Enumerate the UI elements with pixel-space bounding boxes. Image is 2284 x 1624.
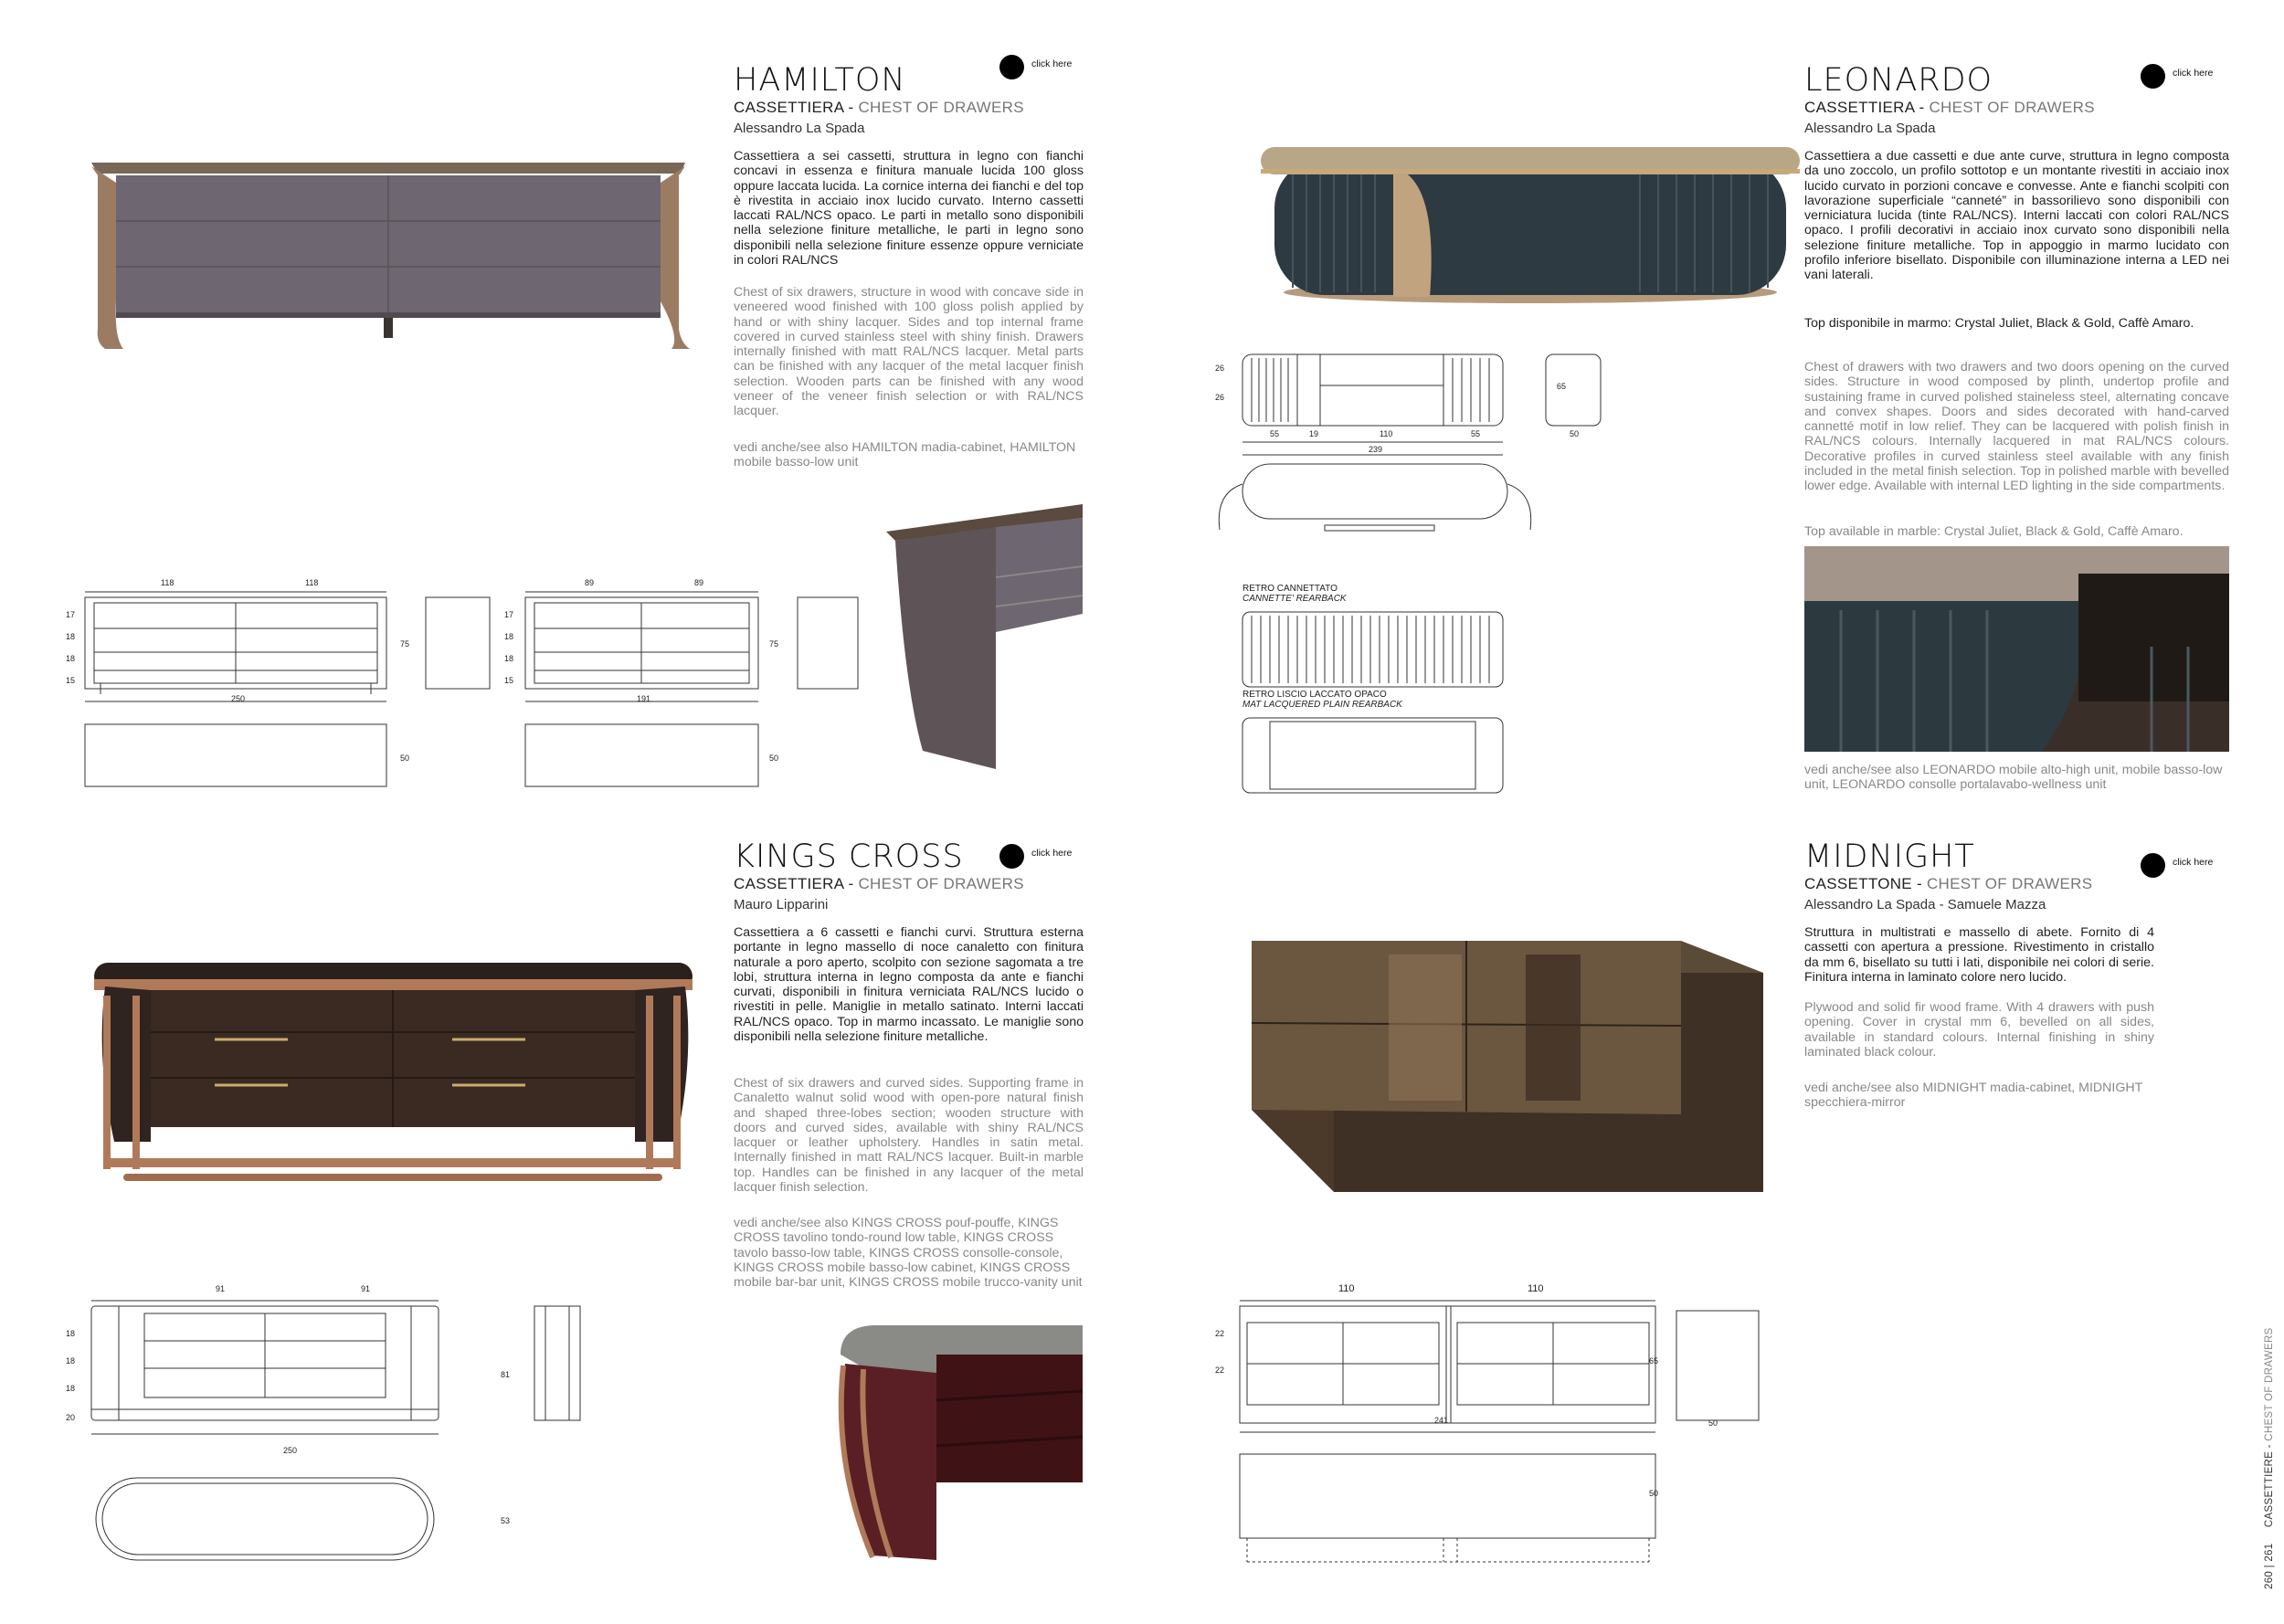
kings-cross-photo xyxy=(87,959,699,1187)
kings-cross-title: KINGS CROSS xyxy=(734,838,964,875)
dim-label: 15 xyxy=(504,676,514,685)
dim-label: 75 xyxy=(400,639,410,649)
leonardo-click-here-link[interactable]: click here xyxy=(2141,64,2213,89)
kings-cross-drawings xyxy=(64,1295,539,1569)
dim-label: 55 xyxy=(1270,429,1280,438)
dim-label: 89 xyxy=(585,578,595,587)
dim-label: 15 xyxy=(66,676,76,685)
dim-label: 17 xyxy=(504,610,514,619)
dim-label: 18 xyxy=(504,654,514,663)
dim-label: 75 xyxy=(769,639,779,649)
dim-label: 26 xyxy=(1215,393,1225,402)
dim-label: 50 xyxy=(1708,1418,1718,1428)
click-dot-icon xyxy=(999,844,1024,869)
midnight-photo xyxy=(1252,936,1768,1197)
dim-label: 19 xyxy=(1309,429,1319,438)
midnight-description-it: Struttura in multistrati e massello di abete. Fornito di 4 cassetti con apertura a pressione. Rivestimento in cristallo da mm 6, bisellato su tutti i lati, disponibile nei colori di serie. Finitura interna in laminato colore nero lucido. xyxy=(1804,925,2154,985)
midnight-title: MIDNIGHT xyxy=(1804,838,1975,875)
dim-label: 18 xyxy=(66,1384,76,1393)
hamilton-photo xyxy=(87,155,690,352)
hamilton-title: HAMILTON xyxy=(734,62,906,99)
dim-label: 17 xyxy=(66,610,76,619)
midnight-designer: Alessandro La Spada - Samuele Mazza xyxy=(1804,897,2046,912)
hamilton-description-it: Cassettiera a sei cassetti, struttura in legno con fianchi concavi in essenza e finitura manuale lucida 100 gloss oppure laccata lucida. La cornice interna dei fianchi e del top è rivestita in acciaio inox lucido curvato. Interno cassetti laccati RAL/NCS opaco. Le parti in metallo sono disponibili nella selezione finiture metalliche, le parti in legno sono disponibili nella selezione finiture essenze oppure verniciate in colori RAL/NCS xyxy=(734,149,1084,269)
dim-label: 250 xyxy=(283,1446,298,1455)
dim-label: 65 xyxy=(1649,1356,1659,1366)
kings-cross-click-here-link[interactable]: click here xyxy=(999,844,1072,869)
dim-label: 110 xyxy=(1528,1283,1544,1294)
dim-label: 191 xyxy=(637,694,651,703)
kings-cross-category: CASSETTIERA - CHEST OF DRAWERS xyxy=(734,875,1024,892)
dim-label: 53 xyxy=(501,1516,511,1525)
section-label-it: CASSETTIERE - xyxy=(2264,1440,2275,1528)
hamilton-description-en: Chest of six drawers, structure in wood with concave side in veneered wood finished with 100 gloss polish applied by hand or with shiny lacquer. Sides and top internal frame covered in curved stainless steel with shiny finish. Drawers internally finished with matt RAL/NCS lacquer. Metal parts can be finished with any lacquer of the metal lacquer finish selection. Wooden parts can be finished with any wood veneer of the veneer finish selection or with RAL/NCS lacquer. xyxy=(734,285,1084,419)
dim-label: 89 xyxy=(694,578,704,587)
click-dot-icon xyxy=(2141,64,2165,89)
dim-label: 110 xyxy=(1380,429,1393,438)
hamilton-drawing-191 xyxy=(507,575,872,795)
dim-label: 18 xyxy=(66,654,76,663)
leonardo-top-en: Top available in marble: Crystal Juliet, Black & Gold, Caffè Amaro. xyxy=(1804,524,2184,539)
kings-cross-detail-photo xyxy=(836,1318,1083,1565)
dim-label: 20 xyxy=(66,1413,76,1422)
midnight-click-here-link[interactable]: click here xyxy=(2141,853,2213,878)
hamilton-drawing-250 xyxy=(64,575,502,795)
dim-label: 55 xyxy=(1471,429,1481,438)
click-dot-icon xyxy=(999,55,1024,79)
hamilton-category: CASSETTIERA - CHEST OF DRAWERS xyxy=(734,99,1024,116)
leonardo-detail-photo xyxy=(1804,546,2229,752)
dim-label: 81 xyxy=(501,1370,511,1379)
dim-label: 22 xyxy=(1215,1329,1225,1338)
dim-label: 50 xyxy=(769,754,779,763)
leonardo-designer: Alessandro La Spada xyxy=(1804,121,1936,136)
dim-label: 118 xyxy=(305,578,319,587)
leonardo-rear-1-label: RETRO CANNETTATO CANNETTE' REARBACK xyxy=(1242,584,1347,604)
hamilton-see-also: vedi anche/see also HAMILTON madia-cabinet, HAMILTON mobile basso-low unit xyxy=(734,440,1076,470)
leonardo-category: CASSETTIERA - CHEST OF DRAWERS xyxy=(1804,99,2095,116)
dim-label: 50 xyxy=(400,754,410,763)
dim-label: 118 xyxy=(161,578,174,587)
dim-label: 18 xyxy=(504,632,514,641)
midnight-drawings xyxy=(1229,1297,1777,1571)
dim-label: 26 xyxy=(1215,364,1225,373)
leonardo-top-it: Top disponibile in marmo: Crystal Juliet, Black & Gold, Caffè Amaro. xyxy=(1804,316,2194,331)
hamilton-detail-photo xyxy=(886,504,1083,778)
leonardo-description-en: Chest of drawers with two drawers and two doors opening on the curved sides. Structure in wood composed by plinth, undertop profile and sustaining frame in curved polished staineless steel, alternating concave and convex shapes. Doors and sides decorated with hand-carved cannetté motif in low relief. They can be lacquered with polish finish in RAL/NCS colours. Internally lacquered in mat RAL/NCS colours. Decorative profiles in curved stainless steel available with any finish included in the metal finish selection. Top in polished marble with bevelled lower edge. Available with internal LED lighting in the side compartments. xyxy=(1804,360,2229,494)
midnight-see-also: vedi anche/see also MIDNIGHT madia-cabinet, MIDNIGHT specchiera-mirror xyxy=(1804,1081,2143,1111)
dim-label: 250 xyxy=(231,694,246,703)
section-label-en: CHEST OF DRAWERS xyxy=(2264,1327,2275,1441)
dim-label: 239 xyxy=(1369,445,1383,454)
leonardo-description-it: Cassettiera a due cassetti e due ante curve, struttura in legno composta da uno zoccolo, un profilo sottotop e un montante rivestiti in acciaio inox lucido curvato in porzioni concave e convesse. Ante e fianchi scolpiti con lavorazione superficiale “canneté” in bassorilievo sono disponibili con verniciatura lucida (tinte RAL/NCS). Interni laccati con colori RAL/NCS opaco. I profili decorativi in acciaio inox curvato sono disponibili nella selezione finiture metalliche. Top in appoggio in marmo lucidato con profilo inferiore bisellato. Disponibile con illuminazione interna a LED nei vani laterali. xyxy=(1804,149,2229,283)
dim-label: 91 xyxy=(361,1284,371,1293)
leonardo-rear-2-label: RETRO LISCIO LACCATO OPACO MAT LACQUERED PLAIN REARBACK xyxy=(1242,690,1402,710)
hamilton-click-here-link[interactable]: click here xyxy=(999,55,1072,79)
hamilton-designer: Alessandro La Spada xyxy=(734,121,865,136)
kings-cross-see-also: vedi anche/see also KINGS CROSS pouf-pouffe, KINGS CROSS tavolino tondo-round low table, KINGS CROSS tavolo basso-low table, KINGS CROSS consolle-console, KINGS CROSS mobile basso-low cabinet, KINGS CROSS mobile bar-bar unit, KINGS CROSS mobile trucco-vanity unit xyxy=(734,1216,1083,1291)
dim-label: 22 xyxy=(1215,1366,1225,1375)
dim-label: 241 xyxy=(1434,1416,1449,1425)
kings-cross-description-it: Cassettiera a 6 cassetti e fianchi curvi. Struttura esterna portante in legno massello di noce canaletto con finitura naturale a poro aperto, scolpito con sezione sagomata a tre lobi, struttura interna in legno composta da ante e fianchi curvati, disponibili in finitura verniciata RAL/NCS lucido o rivestiti in pelle. Maniglie in metallo satinato. Interni laccati RAL/NCS opaco. Top in marmo incassato. Le maniglie sono disponibili nella selezione finiture metalliche. xyxy=(734,925,1084,1045)
dim-label: 91 xyxy=(216,1284,226,1293)
dim-label: 18 xyxy=(66,632,76,641)
dim-label: 18 xyxy=(66,1329,76,1338)
click-dot-icon xyxy=(2141,853,2165,878)
dim-label: 18 xyxy=(66,1356,76,1366)
dim-label: 50 xyxy=(1570,429,1580,438)
kings-cross-side-drawing xyxy=(530,1306,621,1443)
midnight-description-en: Plywood and solid fir wood frame. With 4 drawers with push opening. Cover in crystal mm 6, bevelled on all sides, available in standard colours. Internal finishing in shiny laminated black colour. xyxy=(1804,1000,2154,1060)
kings-cross-description-en: Chest of six drawers and curved sides. Supporting frame in Canaletto walnut solid wood with open-pore natural finish and shaped three-lobes section; wooden structure with doors and curved sides, available with shiny RAL/NCS lacquer or leather upholstery. Handles in satin metal. Internally finished in matt RAL/NCS lacquer. Built-in marble top. Handles can be finished in any lacquer of the metal lacquer finish selection. xyxy=(734,1076,1084,1196)
dim-label: 110 xyxy=(1338,1283,1355,1294)
kings-cross-designer: Mauro Lipparini xyxy=(734,897,829,912)
leonardo-see-also: vedi anche/see also LEONARDO mobile alto-high unit, mobile basso-low unit, LEONARDO consolle portalavabo-wellness unit xyxy=(1804,763,2223,792)
page-footer xyxy=(2264,1327,2275,1589)
midnight-category: CASSETTONE - CHEST OF DRAWERS xyxy=(1804,875,2093,892)
leonardo-title: LEONARDO xyxy=(1804,62,1993,99)
page-numbers: 260 | 261 xyxy=(2264,1543,2275,1589)
dim-label: 50 xyxy=(1649,1489,1659,1498)
leonardo-drawings xyxy=(1206,347,1635,804)
leonardo-photo xyxy=(1256,142,1804,311)
dim-label: 65 xyxy=(1557,382,1567,391)
